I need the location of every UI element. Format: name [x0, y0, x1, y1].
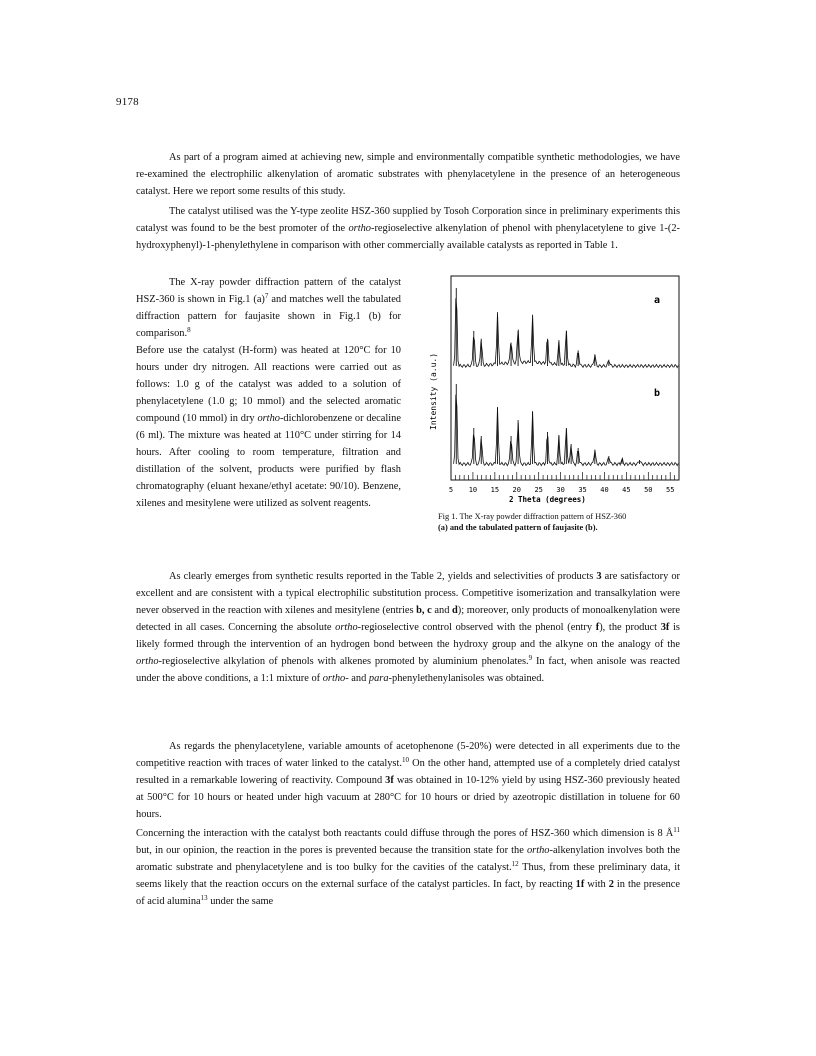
x-tick-label: 10 [468, 486, 478, 494]
paragraph-results: As clearly emerges from synthetic results reported in the Table 2, yields and selectivities of products 3 are satisfactory or excellent and are consistent with a typical electrophilic substitution process. Competitive isomerization and transalkylation were never observed in the reaction with xilenes and mesitylene (entries b, c and d); moreover, only products of monoalkenylation were detected in all cases. Concerning the absolute ortho-regioselective control observed with the phenol (entry f), the product 3f is likely formed through the intervention of an hydrogen bond between the hydroxy group and the alkyne on the analogy of the ortho-regioselective alkylation of phenols with alkenes promoted by aluminium phenolates.$^9$ In fact, when anisole was reacted under the above conditions, a 1:1 mixture of ortho- and para-phenylethenylanisoles was obtained. [136, 571, 681, 684]
panel-label-b: b [654, 388, 661, 399]
x-tick-label: 30 [556, 486, 565, 494]
caption-line-2: (a) and the tabulated pattern of faujasite (b). [438, 523, 598, 532]
paragraph-catalyst: The catalyst utilised was the Y-type zeolite HSZ-360 supplied by Tosoh Corporation since in preliminary experiments this catalyst was found to be the best promoter of the ortho-regioselective alkenylation of phenol with phenylacetylene to give 1-(2-hydroxyphenyl)-1-phenylethylene in comparison with other commercially available catalysts as reported in Table 1. [136, 206, 680, 251]
x-tick-label: 5 [448, 486, 454, 494]
panel-label-a: a [654, 295, 661, 306]
x-tick-label: 35 [578, 486, 587, 494]
page-number: 9178 [116, 96, 139, 108]
x-tick-label: 45 [622, 486, 631, 494]
x-tick-label: 50 [644, 486, 653, 494]
x-tick-label: 25 [534, 486, 543, 494]
paragraph-procedure: Before use the catalyst (H-form) was heated at 120°C for 10 hours under dry nitrogen. All reactions were carried out as follows: 1.0 g of the catalyst was added to a solution of phenylacetylene (1.0 g; 10 mmol) and the selected aromatic compound (10 mmol) in dry ortho-dichlorobenzene or decaline (6 ml). The mixture was heated at 110°C under stirring for 14 hours. After cooling to room temperature, filtration and distillation of the solvent, products were purified by flash chromatography (eluant hexane/ethyl acetate: 90/10). Benzene, xilenes and mesitylene were utilized as solvent reagents. [136, 345, 401, 509]
xrd-chart [423, 270, 689, 510]
x-tick-label: 40 [600, 486, 609, 494]
x-tick-label: 55 [666, 486, 675, 494]
xrd-figure [423, 270, 689, 520]
paragraph-intro: As part of a program aimed at achieving new, simple and environmentally compatible synthetic methodologies, we have re-examined the electrophilic alkenylation of aromatic substrates with phenylacetylene in the presence of an heterogeneous catalyst. Here we report some results of this study. [136, 152, 680, 197]
figure-caption [438, 511, 686, 533]
y-axis-label: Intensity (a.u.) [429, 352, 438, 430]
x-tick-label: 20 [512, 486, 521, 494]
caption-line-1: Fig 1. The X-ray powder diffraction pattern of HSZ-360 [438, 512, 627, 521]
x-tick-label: 15 [490, 486, 500, 494]
paragraph-xrd: The X-ray powder diffraction pattern of the catalyst HSZ-360 is shown in Fig.1 $(a)^7$ and matches well the tabulated diffraction pattern for faujasite shown in Fig.1 (b) for comparison.$^8$ [136, 277, 402, 339]
x-axis-label: 2 Theta (degrees) [509, 495, 586, 504]
paragraph-acetophenone: As regards the phenylacetylene, variable amounts of acetophenone (5-20%) were detected in all experiments due to the competitive reaction with traces of water linked to the catalyst.$^{10}$ On the other hand, attempted use of a completely dried catalyst resulted in a remarkable lowering of reactivity. Compound 3f was obtained in 10-12% yield by using HSZ-360 previously heated at 500°C for 10 hours or heated under high vacuum at 280°C for 10 hours or dried by azeotropic distillation in toluene for 60 hours. [136, 741, 680, 820]
paragraph-mechanism: Concerning the interaction with the catalyst both reactants could diffuse through the pores of HSZ-360 which dimension is 8 $Å^{11}$ but, in our opinion, the reaction in the pores is prevented because the transition state for the ortho-alkenylation involves both the aromatic substrate and phenylacetylene and is too bulky for the cavities of the catalyst.$^{12}$ Thus, from these preliminary data, it seems likely that the reaction occurs on the external surface of the catalyst particles. In fact, by reacting 1f with 2 in the presence of acid alumina$^{13}$ under the same [136, 826, 680, 907]
